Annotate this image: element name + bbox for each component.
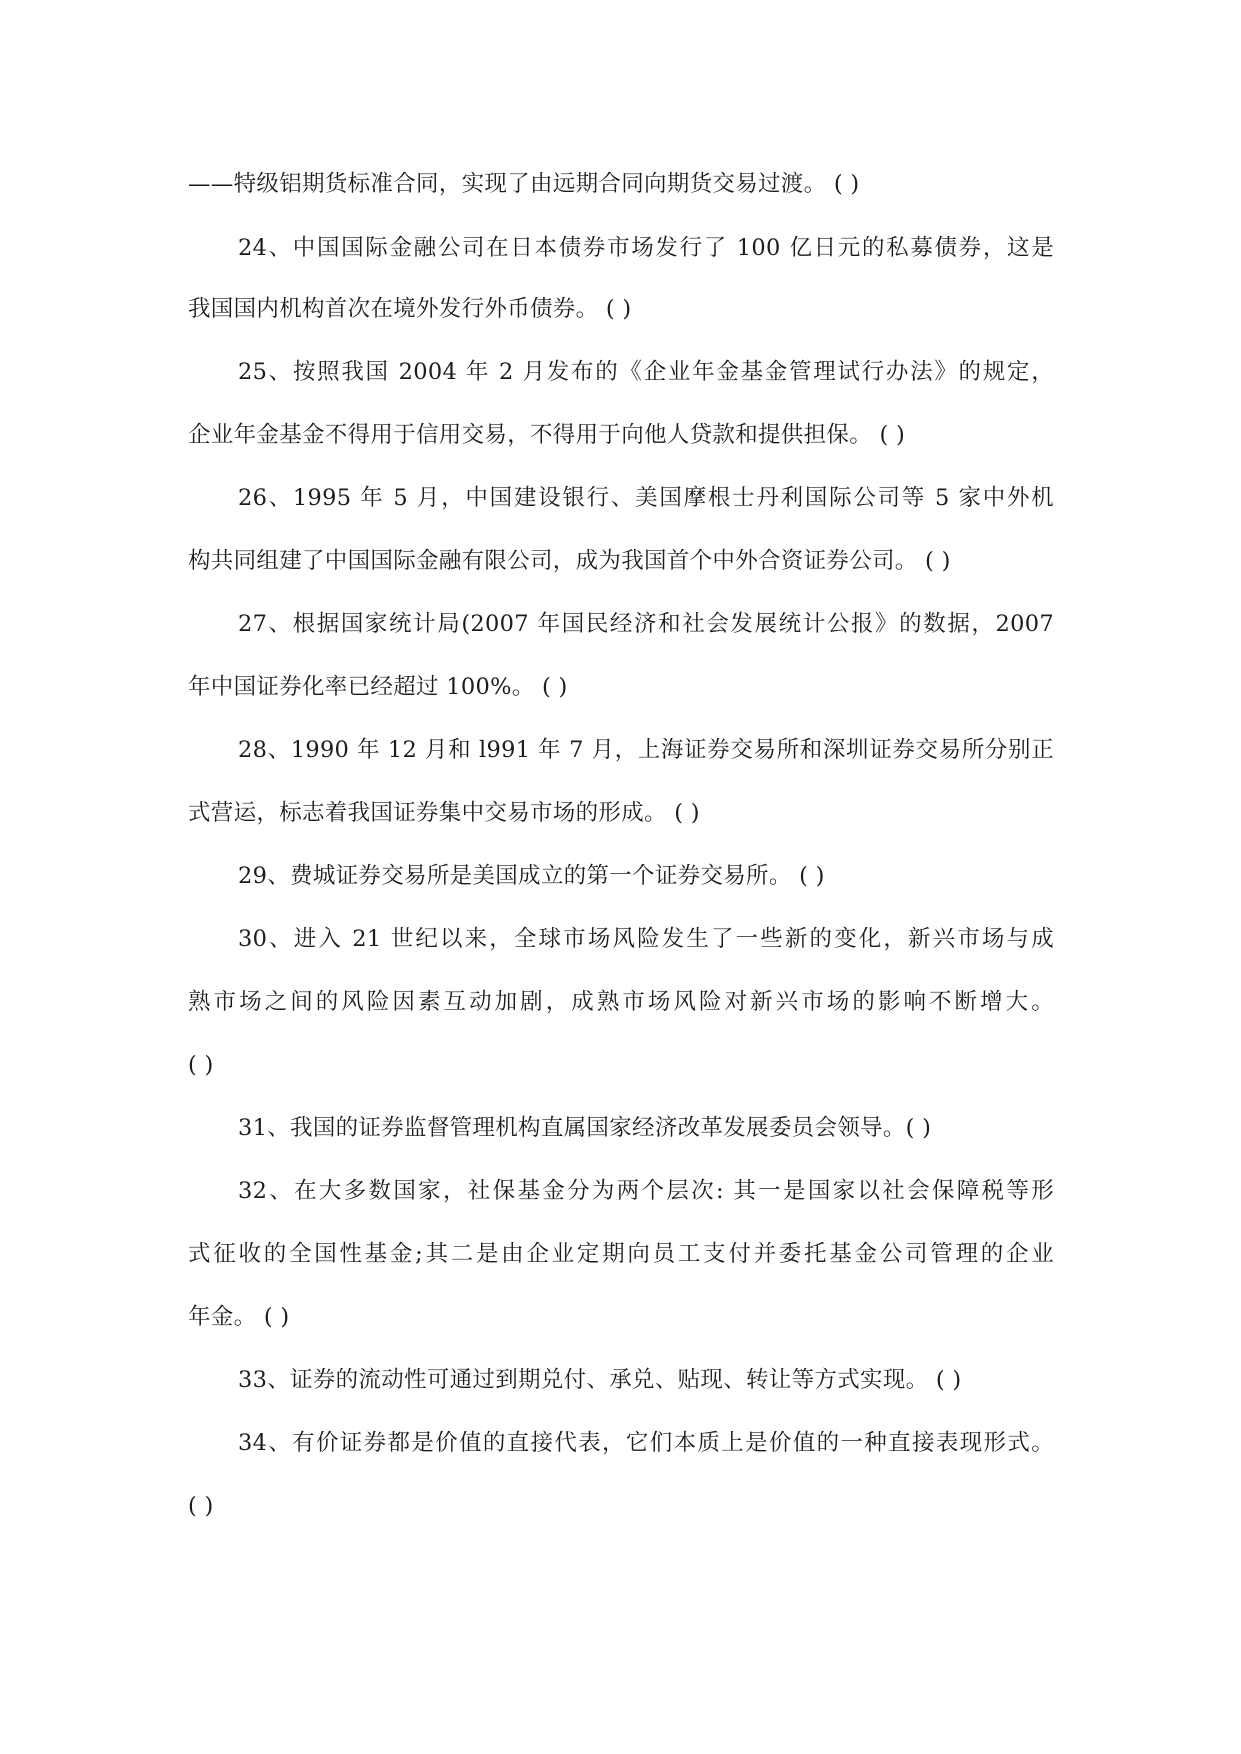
question-28-line-1: 28、1990 年 12 月和 l991 年 7 月，上海证券交易所和深圳证券交易所分别正 [238, 737, 1054, 763]
question-33-line-1: 33、证券的流动性可通过到期兑付、承兑、贴现、转让等方式实现。 ( ) [238, 1367, 962, 1393]
question-24-line-2: 我国国内机构首次在境外发行外币债券。 ( ) [188, 296, 632, 322]
question-26-line-1: 26、1995 年 5 月，中国建设银行、美国摩根士丹利国际公司等 5 家中外机 [238, 485, 1054, 511]
question-30-line-2: 熟市场之间的风险因素互动加剧，成熟市场风险对新兴市场的影响不断增大。 [188, 989, 1054, 1015]
question-31-line-1: 31、我国的证券监督管理机构直属国家经济改革发展委员会领导。( ) [238, 1115, 932, 1141]
question-32-line-2: 式征收的全国性基金;其二是由企业定期向员工支付并委托基金公司管理的企业 [188, 1241, 1054, 1267]
text-line-1: ——特级铝期货标准合同，实现了由远期合同向期货交易过渡。 ( ) [188, 171, 860, 197]
question-34-line-2: ( ) [188, 1493, 214, 1519]
question-29-line-1: 29、费城证券交易所是美国成立的第一个证券交易所。 ( ) [238, 863, 825, 889]
question-32-line-1: 32、在大多数国家，社保基金分为两个层次: 其一是国家以社会保障税等形 [238, 1178, 1054, 1204]
question-34-line-1: 34、有价证券都是价值的直接代表，它们本质上是价值的一种直接表现形式。 [238, 1430, 1054, 1456]
question-32-line-3: 年金。 ( ) [188, 1304, 290, 1330]
question-27-line-2: 年中国证券化率已经超过 100%。 ( ) [188, 674, 568, 700]
question-28-line-2: 式营运，标志着我国证券集中交易市场的形成。 ( ) [188, 800, 700, 826]
question-30-line-3: ( ) [188, 1052, 214, 1078]
question-26-line-2: 构共同组建了中国国际金融有限公司，成为我国首个中外合资证券公司。 ( ) [188, 548, 951, 574]
question-30-line-1: 30、进入 21 世纪以来，全球市场风险发生了一些新的变化，新兴市场与成 [238, 926, 1054, 952]
question-24-line-1: 24、中国国际金融公司在日本债券市场发行了 100 亿日元的私募债券，这是 [238, 235, 1054, 261]
question-25-line-2: 企业年金基金不得用于信用交易，不得用于向他人贷款和提供担保。 ( ) [188, 422, 906, 448]
question-27-line-1: 27、根据国家统计局(2007 年国民经济和社会发展统计公报》的数据，2007 [238, 611, 1054, 637]
question-25-line-1: 25、按照我国 2004 年 2 月发布的《企业年金基金管理试行办法》的规定， [238, 359, 1054, 385]
